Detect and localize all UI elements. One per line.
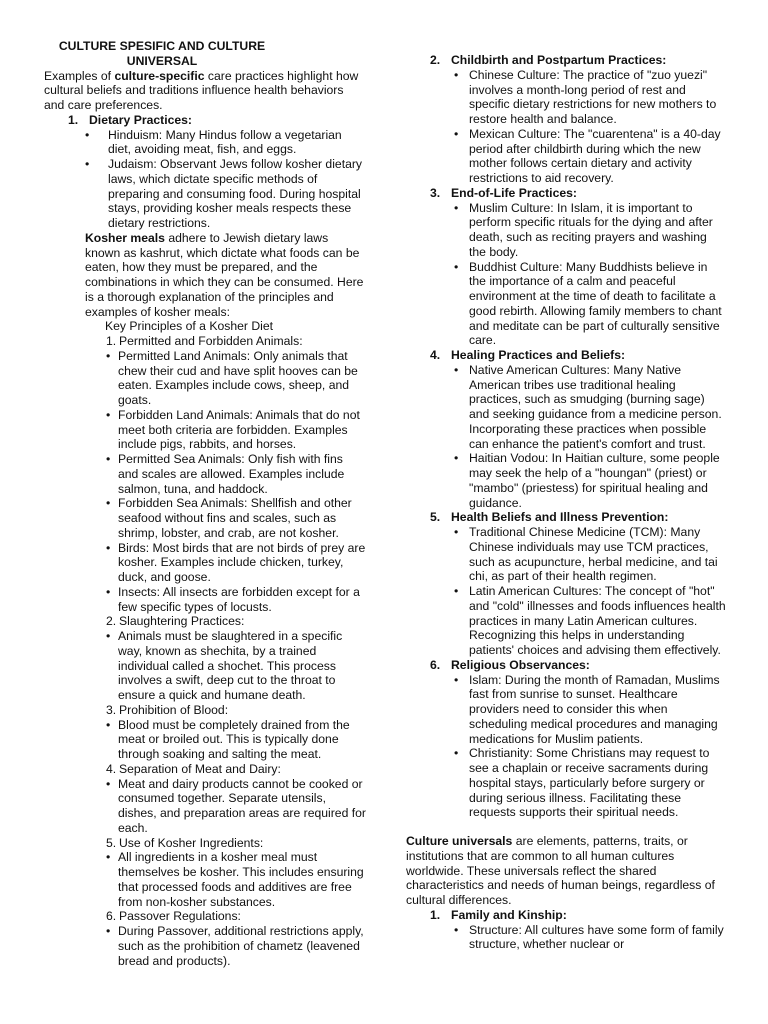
health-beliefs-heading [430, 510, 726, 525]
heading-number: 4. [430, 348, 441, 362]
heading-number: 1. [68, 112, 79, 127]
section-title: Passover Regulations: [119, 909, 241, 924]
list-item: • Structure: All cultures have some form of family structure, whether nuclear or [406, 923, 726, 953]
end-of-life-heading [430, 186, 726, 201]
left-column [44, 39, 366, 968]
kosher-intro-text: adhere to Jewish dietary laws known as kashrut, which dictate what foods can be eaten, how they must be prepared, and the combinations in which they can be consumed. Here is a thorough explanation of the principles and examples of kosher meals: [85, 230, 364, 319]
childbirth-heading [430, 53, 726, 68]
column-top-spacer [406, 39, 726, 53]
section-title: Slaughtering Practices: [119, 614, 245, 629]
health-beliefs-list [406, 525, 726, 658]
list-item: • Muslim Culture: In Islam, it is important to perform specific rituals for the dying and after death, such as reciting prayers and washing the body. [406, 201, 726, 260]
heading-number: 3. [430, 185, 441, 200]
dietary-practices-list [44, 128, 366, 231]
kosher-section-4-list [44, 777, 366, 836]
healing-practices-heading [430, 348, 726, 363]
kosher-key-principles: Key Principles of a Kosher Diet [105, 319, 273, 334]
kosher-section-2-list [44, 629, 366, 703]
list-item: • Chinese Culture: The practice of "zuo yuezi" involves a month-long period of rest and specific dietary restrictions for new mothers to restore health and balance. [406, 68, 726, 127]
end-of-life-list [406, 201, 726, 349]
universals-bold-term: Culture universals [406, 834, 513, 848]
kosher-section-1-heading [106, 334, 366, 349]
intro-bold-term: culture-specific [114, 68, 205, 83]
kosher-section-6-heading [106, 909, 366, 924]
kosher-intro-paragraph [85, 231, 366, 320]
list-item: • Islam: During the month of Ramadan, Muslims fast from sunrise to sunset. Healthcare providers need to consider this when scheduling medical procedures and managing medications for Muslim patients. [406, 673, 726, 747]
list-item: • Permitted Sea Animals: Only fish with fins and scales are allowed. Examples include salmon, tuna, and haddock. [44, 452, 366, 496]
list-item: • Mexican Culture: The "cuarentena" is a 40-day period after childbirth during which the new mother follows certain dietary and activity restrictions to aid recovery. [406, 127, 726, 186]
list-item: • Animals must be slaughtered in a specific way, known as shechita, by a trained individual called a shochet. This process involves a swift, deep cut to the throat to ensure a quick and humane death. [44, 629, 366, 703]
kosher-section-3-heading [106, 703, 366, 718]
section-number: 4. [106, 761, 117, 776]
heading-number: 6. [430, 657, 441, 672]
list-item: • Haitian Vodou: In Haitian culture, some people may seek the help of a "houngan" (priest) or "mambo" (priestess) for spiritual healing and guidance. [406, 451, 726, 510]
section-number: 3. [106, 702, 117, 717]
list-item: • Forbidden Sea Animals: Shellfish and other seafood without fins and scales, such as shrimp, lobster, and crab, are not kosher. [44, 496, 366, 540]
heading-title: Religious Observances: [451, 657, 590, 672]
intro-paragraph [44, 69, 366, 113]
list-item: • Hinduism: Many Hindus follow a vegetarian diet, avoiding meat, fish, and eggs. [44, 128, 366, 158]
section-title: Separation of Meat and Dairy: [119, 761, 281, 776]
heading-number: 2. [430, 53, 441, 67]
childbirth-list [406, 68, 726, 186]
list-item: • Meat and dairy products cannot be cooked or consumed together. Separate utensils, dishes, and preparation areas are required for each. [44, 777, 366, 836]
list-item: • All ingredients in a kosher meal must themselves be kosher. This includes ensuring that processed foods and additives are free from non-kosher substances. [44, 850, 366, 909]
list-item: • Latin American Cultures: The concept of "hot" and "cold" illnesses and foods influences health practices in many Latin American cultures. Recognizing this helps in understanding patients' choices and advising them effectively. [406, 584, 726, 658]
family-kinship-list [406, 923, 726, 953]
kosher-section-5-list [44, 850, 366, 909]
kosher-bold-term: Kosher meals [85, 230, 165, 245]
list-item: • Blood must be completely drained from the meat or broiled out. This is typically done through soaking and salting the meat. [44, 718, 366, 762]
list-item: • Traditional Chinese Medicine (TCM): Many Chinese individuals may use TCM practices, such as acupuncture, herbal medicine, and tai chi, as part of their health regimen. [406, 525, 726, 584]
religious-observances-list [406, 673, 726, 821]
section-title: Use of Kosher Ingredients: [119, 835, 264, 850]
kosher-section-1-list [44, 349, 366, 615]
universals-text: are elements, patterns, traits, or institutions that are common to all human cultures worldwide. These universals reflect the shared characteristics and needs of human beings, regardless of cultural differences. [406, 834, 715, 907]
kosher-section-6-list [44, 924, 366, 968]
heading-number: 1. [430, 907, 441, 922]
dietary-practices-heading [68, 113, 366, 128]
heading-title: Healing Practices and Beliefs: [451, 348, 626, 362]
list-item: • Judaism: Observant Jews follow kosher dietary laws, which dictate specific methods of preparing and consuming food. During hospital stays, providing kosher meals respects these dietary restrictions. [44, 157, 366, 231]
section-number: 6. [106, 909, 117, 924]
list-item: • Christianity: Some Christians may request to see a chaplain or receive sacraments during hospital stays, particularly before surgery or during serious illness. Facilitating these requests supports their spiritual needs. [406, 746, 726, 820]
religious-observances-heading [430, 658, 726, 673]
section-title: Prohibition of Blood: [119, 702, 229, 717]
kosher-section-3-list [44, 718, 366, 762]
heading-title: Childbirth and Postpartum Practices: [451, 53, 667, 67]
section-number: 2. [106, 614, 117, 629]
kosher-section-2-heading [106, 614, 366, 629]
kosher-meals-section [85, 231, 366, 334]
section-number: 5. [106, 835, 117, 850]
culture-universals-paragraph [406, 834, 726, 908]
list-item: • Native American Cultures: Many Native American tribes use traditional healing practices, such as smudging (burning sage) and seeking guidance from a medicine person. Incorporating these practices when possible can enhance the patient's comfort and trust. [406, 363, 726, 452]
intro-prefix: Examples of [44, 68, 115, 83]
document-title: CULTURE SPESIFIC AND CULTURE UNIVERSAL [58, 39, 266, 68]
healing-practices-list [406, 363, 726, 511]
section-title: Permitted and Forbidden Animals: [119, 334, 303, 348]
list-item: • During Passover, additional restrictions apply, such as the prohibition of chametz (leavened bread and products). [44, 924, 366, 968]
intro-suffix: care practices highlight how cultural beliefs and traditions influence health behaviors and care preferences. [44, 68, 359, 112]
list-item: • Birds: Most birds that are not birds of prey are kosher. Examples include chicken, turkey, duck, and goose. [44, 541, 366, 585]
family-kinship-heading [430, 908, 726, 923]
list-item: • Permitted Land Animals: Only animals that chew their cud and have split hooves can be eaten. Examples include cows, sheep, and goats. [44, 349, 366, 408]
heading-title: Dietary Practices: [89, 112, 192, 127]
list-item: • Insects: All insects are forbidden except for a few specific types of locusts. [44, 585, 366, 615]
heading-title: End-of-Life Practices: [451, 185, 577, 200]
heading-number: 5. [430, 510, 441, 525]
right-column [406, 39, 726, 952]
kosher-section-4-heading [106, 762, 366, 777]
list-item: • Buddhist Culture: Many Buddhists believe in the importance of a calm and peaceful environment at the time of death to facilitate a good rebirth. Allowing family members to chant and meditate can be part of culturally sensitive care. [406, 260, 726, 349]
kosher-section-5-heading [106, 836, 366, 851]
section-number: 1. [106, 334, 117, 348]
list-item: • Forbidden Land Animals: Animals that do not meet both criteria are forbidden. Examples include pigs, rabbits, and horses. [44, 408, 366, 452]
heading-title: Family and Kinship: [451, 907, 567, 922]
paragraph-spacer [406, 820, 726, 834]
heading-title: Health Beliefs and Illness Prevention: [451, 510, 669, 525]
